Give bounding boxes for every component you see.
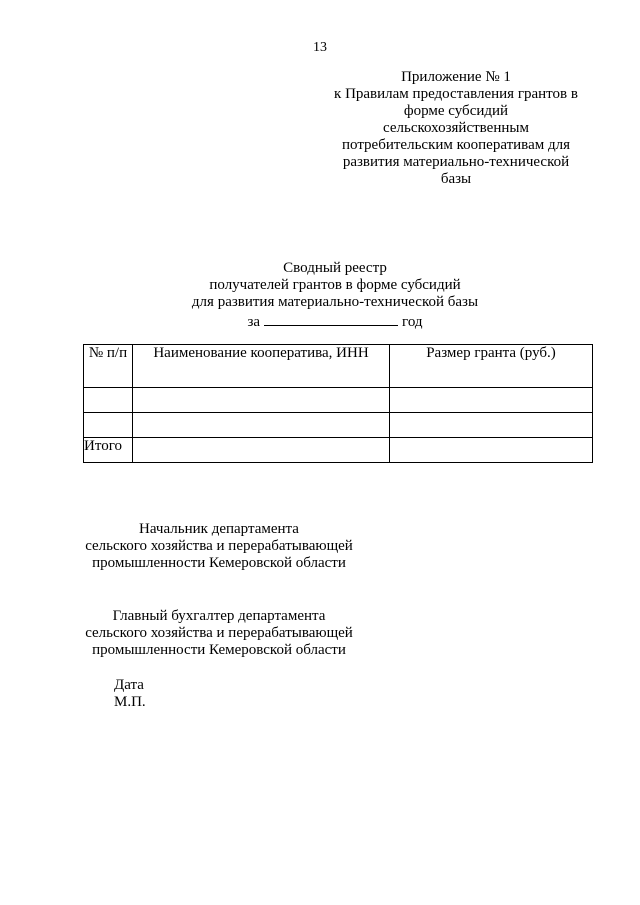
appendix-header — [318, 69, 594, 188]
table-cell[interactable] — [390, 413, 593, 438]
table-cell[interactable] — [390, 438, 593, 463]
registry-title-line: получателей грантов в форме субсидий — [209, 277, 461, 293]
date-label: Дата — [114, 677, 144, 693]
table-row — [84, 413, 593, 438]
registry-title — [0, 260, 640, 328]
page-number: 13 — [313, 40, 327, 55]
header-number: № п/п — [84, 345, 133, 388]
registry-table — [83, 344, 593, 463]
period-prefix: за — [247, 314, 261, 330]
signature-line: промышленности Кемеровской области — [92, 642, 346, 658]
appendix-line: развития материально-технической — [342, 154, 570, 170]
appendix-line: потребительским кооперативам для — [341, 137, 570, 153]
appendix-line: форме субсидий — [403, 103, 509, 119]
registry-title-line: Сводный реестр — [283, 260, 387, 276]
table-cell[interactable] — [84, 388, 133, 413]
table-cell[interactable] — [133, 388, 390, 413]
signature-line: сельского хозяйства и перерабатывающей — [85, 538, 353, 554]
registry-title-line: для развития материально-технической базы — [191, 294, 479, 310]
stamp-label: М.П. — [114, 694, 146, 710]
appendix-line: Приложение № 1 — [401, 69, 511, 85]
total-row — [84, 438, 593, 463]
table-cell[interactable] — [390, 388, 593, 413]
table-cell[interactable] — [84, 413, 133, 438]
signature-line: Главный бухгалтер департамента — [112, 608, 326, 624]
period-suffix: год — [402, 314, 423, 330]
signature-line: Начальник департамента — [139, 521, 299, 537]
appendix-line: сельскохозяйственным — [383, 120, 529, 136]
table-row — [84, 388, 593, 413]
signature-head — [83, 521, 355, 572]
signature-line: промышленности Кемеровской области — [92, 555, 346, 571]
table-cell[interactable] — [133, 413, 390, 438]
signature-line: сельского хозяйства и перерабатывающей — [85, 625, 353, 641]
header-name: Наименование кооператива, ИНН — [133, 345, 390, 388]
period-blank-field[interactable] — [264, 311, 398, 326]
appendix-line: к Правилам предоставления грантов в — [334, 86, 578, 102]
table-header-row — [84, 345, 593, 388]
table-cell[interactable] — [133, 438, 390, 463]
appendix-line: базы — [440, 171, 472, 187]
footer — [114, 677, 146, 711]
registry-period — [0, 311, 640, 328]
header-amount: Размер гранта (руб.) — [390, 345, 593, 388]
signature-accountant — [83, 608, 355, 659]
total-label: Итого — [84, 438, 133, 463]
